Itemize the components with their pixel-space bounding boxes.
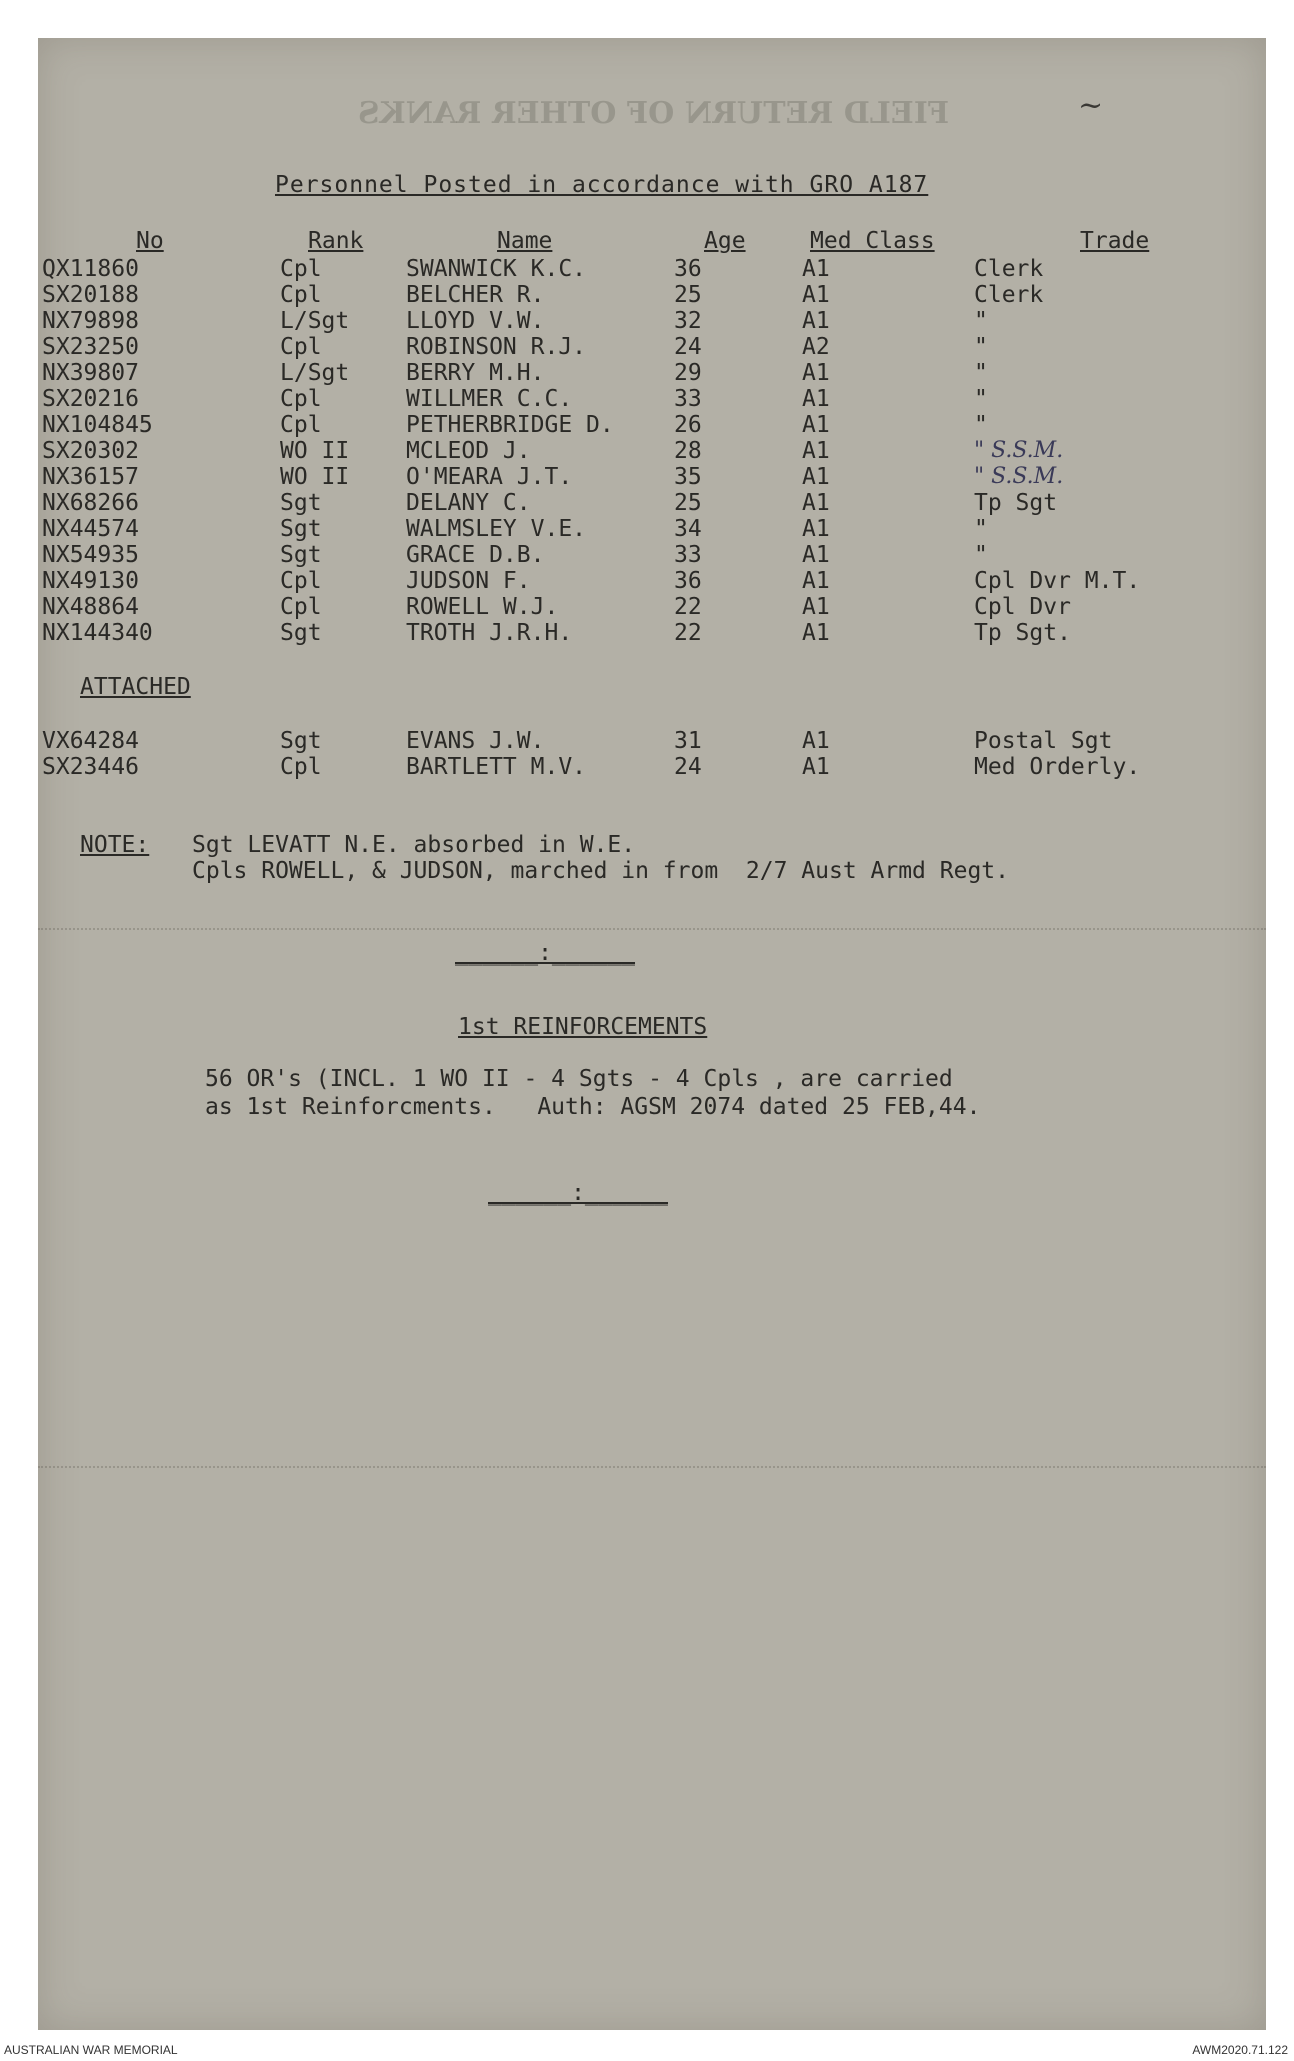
row-rank: Cpl bbox=[280, 594, 322, 620]
row-age: 33 bbox=[674, 542, 702, 568]
row-number: NX144340 bbox=[42, 620, 153, 646]
note-line-2: Cpls ROWELL, & JUDSON, marched in from 2/7 Aust Armd Regt. bbox=[192, 858, 1009, 884]
row-trade: " bbox=[974, 412, 988, 438]
row-age: 35 bbox=[674, 464, 702, 490]
row-age: 36 bbox=[674, 568, 702, 594]
row-age: 22 bbox=[674, 620, 702, 646]
row-number: SX20302 bbox=[42, 438, 139, 464]
row-number: QX11860 bbox=[42, 256, 139, 282]
row-number: NX104845 bbox=[42, 412, 153, 438]
note-line-1: Sgt LEVATT N.E. absorbed in W.E. bbox=[192, 832, 636, 858]
row-name: MCLEOD J. bbox=[406, 438, 531, 464]
row-number: NX44574 bbox=[42, 516, 139, 542]
bleed-through-rule bbox=[38, 928, 1266, 930]
row-rank: Cpl bbox=[280, 256, 322, 282]
bleed-through-rule bbox=[38, 1466, 1266, 1468]
table-row bbox=[0, 256, 1228, 282]
header-name: Name bbox=[497, 228, 553, 254]
row-rank: L/Sgt bbox=[280, 360, 350, 386]
row-number: NX48864 bbox=[42, 594, 139, 620]
document-title: Personnel Posted in accordance with GRO A187 bbox=[275, 172, 929, 198]
footer-archive-name: AUSTRALIAN WAR MEMORIAL bbox=[4, 2043, 178, 2057]
row-name: BERRY M.H. bbox=[406, 360, 545, 386]
row-trade: " bbox=[974, 542, 988, 568]
row-number: VX64284 bbox=[42, 728, 139, 754]
row-trade: Cpl Dvr M.T. bbox=[974, 568, 1141, 594]
table-row bbox=[0, 386, 1228, 412]
row-name: DELANY C. bbox=[406, 490, 531, 516]
row-age: 26 bbox=[674, 412, 702, 438]
attached-row bbox=[0, 728, 1228, 754]
row-rank: Sgt bbox=[280, 728, 322, 754]
row-number: NX79898 bbox=[42, 308, 139, 334]
row-med-class: A1 bbox=[802, 308, 830, 334]
table-row bbox=[0, 464, 1228, 490]
row-age: 24 bbox=[674, 754, 702, 780]
row-trade: Clerk bbox=[974, 256, 1044, 282]
row-trade: Med Orderly. bbox=[974, 754, 1141, 780]
row-number: NX49130 bbox=[42, 568, 139, 594]
row-rank: Sgt bbox=[280, 490, 322, 516]
row-trade: " bbox=[974, 308, 988, 334]
bleed-through-title: FIELD RETURN OF OTHER RANKS bbox=[358, 96, 950, 131]
header-med-class: Med Class bbox=[810, 228, 935, 254]
reinforcements-line-1: 56 OR's (INCL. 1 WO II - 4 Sgts - 4 Cpls , are carried bbox=[205, 1066, 953, 1092]
row-trade: " bbox=[974, 386, 988, 412]
header-age: Age bbox=[704, 228, 746, 254]
table-row bbox=[0, 542, 1228, 568]
table-row bbox=[0, 438, 1228, 464]
row-rank: Cpl bbox=[280, 334, 322, 360]
row-med-class: A1 bbox=[802, 256, 830, 282]
row-trade: Tp Sgt bbox=[974, 490, 1058, 516]
row-number: SX20188 bbox=[42, 282, 139, 308]
table-row bbox=[0, 620, 1228, 646]
row-trade: Postal Sgt bbox=[974, 728, 1113, 754]
row-med-class: A1 bbox=[802, 594, 830, 620]
table-row bbox=[0, 490, 1228, 516]
row-rank: Cpl bbox=[280, 568, 322, 594]
row-med-class: A1 bbox=[802, 754, 830, 780]
row-trade: Tp Sgt. bbox=[974, 620, 1071, 646]
row-trade: " S.S.M. bbox=[974, 464, 1064, 489]
header-no: No bbox=[136, 228, 164, 254]
row-rank: Cpl bbox=[280, 282, 322, 308]
row-trade: Clerk bbox=[974, 282, 1044, 308]
row-med-class: A1 bbox=[802, 542, 830, 568]
row-rank: L/Sgt bbox=[280, 308, 350, 334]
row-trade: Cpl Dvr bbox=[974, 594, 1071, 620]
row-trade: " bbox=[974, 516, 988, 542]
reinforcements-line-2: as 1st Reinforcments. Auth: AGSM 2074 dated 25 FEB,44. bbox=[205, 1094, 981, 1120]
row-rank: Sgt bbox=[280, 542, 322, 568]
row-rank: Sgt bbox=[280, 516, 322, 542]
row-name: WALMSLEY V.E. bbox=[406, 516, 587, 542]
attached-heading: ATTACHED bbox=[80, 674, 191, 700]
row-name: EVANS J.W. bbox=[406, 728, 545, 754]
row-age: 34 bbox=[674, 516, 702, 542]
table-row bbox=[0, 308, 1228, 334]
row-med-class: A1 bbox=[802, 620, 830, 646]
row-rank: Sgt bbox=[280, 620, 322, 646]
row-age: 33 bbox=[674, 386, 702, 412]
footer-catalogue-id: AWM2020.71.122 bbox=[1192, 2043, 1288, 2057]
row-med-class: A1 bbox=[802, 516, 830, 542]
row-name: LLOYD V.W. bbox=[406, 308, 545, 334]
row-number: SX23250 bbox=[42, 334, 139, 360]
row-name: GRACE D.B. bbox=[406, 542, 545, 568]
row-age: 29 bbox=[674, 360, 702, 386]
table-row bbox=[0, 568, 1228, 594]
row-med-class: A1 bbox=[802, 438, 830, 464]
row-rank: Cpl bbox=[280, 412, 322, 438]
row-number: SX20216 bbox=[42, 386, 139, 412]
row-trade: " S.S.M. bbox=[974, 438, 1064, 463]
row-med-class: A2 bbox=[802, 334, 830, 360]
row-trade: " bbox=[974, 360, 988, 386]
header-trade: Trade bbox=[1080, 228, 1150, 254]
row-med-class: A1 bbox=[802, 490, 830, 516]
row-number: NX68266 bbox=[42, 490, 139, 516]
row-med-class: A1 bbox=[802, 412, 830, 438]
table-row bbox=[0, 334, 1228, 360]
row-number: NX36157 bbox=[42, 464, 139, 490]
table-row bbox=[0, 412, 1228, 438]
row-name: TROTH J.R.H. bbox=[406, 620, 573, 646]
row-age: 22 bbox=[674, 594, 702, 620]
table-row bbox=[0, 594, 1228, 620]
row-rank: WO II bbox=[280, 464, 350, 490]
row-number: NX39807 bbox=[42, 360, 139, 386]
row-age: 31 bbox=[674, 728, 702, 754]
row-med-class: A1 bbox=[802, 282, 830, 308]
section-divider-end: ______:______ bbox=[488, 1180, 669, 1206]
row-med-class: A1 bbox=[802, 464, 830, 490]
row-trade: " bbox=[974, 334, 988, 360]
corner-scribble: ~ bbox=[1078, 88, 1104, 123]
row-name: ROBINSON R.J. bbox=[406, 334, 587, 360]
row-age: 25 bbox=[674, 490, 702, 516]
header-rank: Rank bbox=[308, 228, 364, 254]
row-name: BARTLETT M.V. bbox=[406, 754, 587, 780]
row-age: 25 bbox=[674, 282, 702, 308]
reinforcements-heading: 1st REINFORCEMENTS bbox=[458, 1014, 708, 1040]
section-divider: ______:______ bbox=[455, 940, 636, 966]
table-row bbox=[0, 516, 1228, 542]
row-number: SX23446 bbox=[42, 754, 139, 780]
attached-row bbox=[0, 754, 1228, 780]
row-med-class: A1 bbox=[802, 360, 830, 386]
row-age: 24 bbox=[674, 334, 702, 360]
row-name: JUDSON F. bbox=[406, 568, 531, 594]
row-name: ROWELL W.J. bbox=[406, 594, 559, 620]
row-age: 28 bbox=[674, 438, 702, 464]
row-rank: Cpl bbox=[280, 754, 322, 780]
row-age: 36 bbox=[674, 256, 702, 282]
table-row bbox=[0, 282, 1228, 308]
note-label: NOTE: bbox=[80, 832, 150, 858]
row-rank: Cpl bbox=[280, 386, 322, 412]
table-row bbox=[0, 360, 1228, 386]
row-name: PETHERBRIDGE D. bbox=[406, 412, 614, 438]
row-name: WILLMER C.C. bbox=[406, 386, 573, 412]
row-med-class: A1 bbox=[802, 386, 830, 412]
row-age: 32 bbox=[674, 308, 702, 334]
row-med-class: A1 bbox=[802, 728, 830, 754]
row-rank: WO II bbox=[280, 438, 350, 464]
row-name: O'MEARA J.T. bbox=[406, 464, 573, 490]
row-med-class: A1 bbox=[802, 568, 830, 594]
row-name: SWANWICK K.C. bbox=[406, 256, 587, 282]
row-name: BELCHER R. bbox=[406, 282, 545, 308]
row-number: NX54935 bbox=[42, 542, 139, 568]
